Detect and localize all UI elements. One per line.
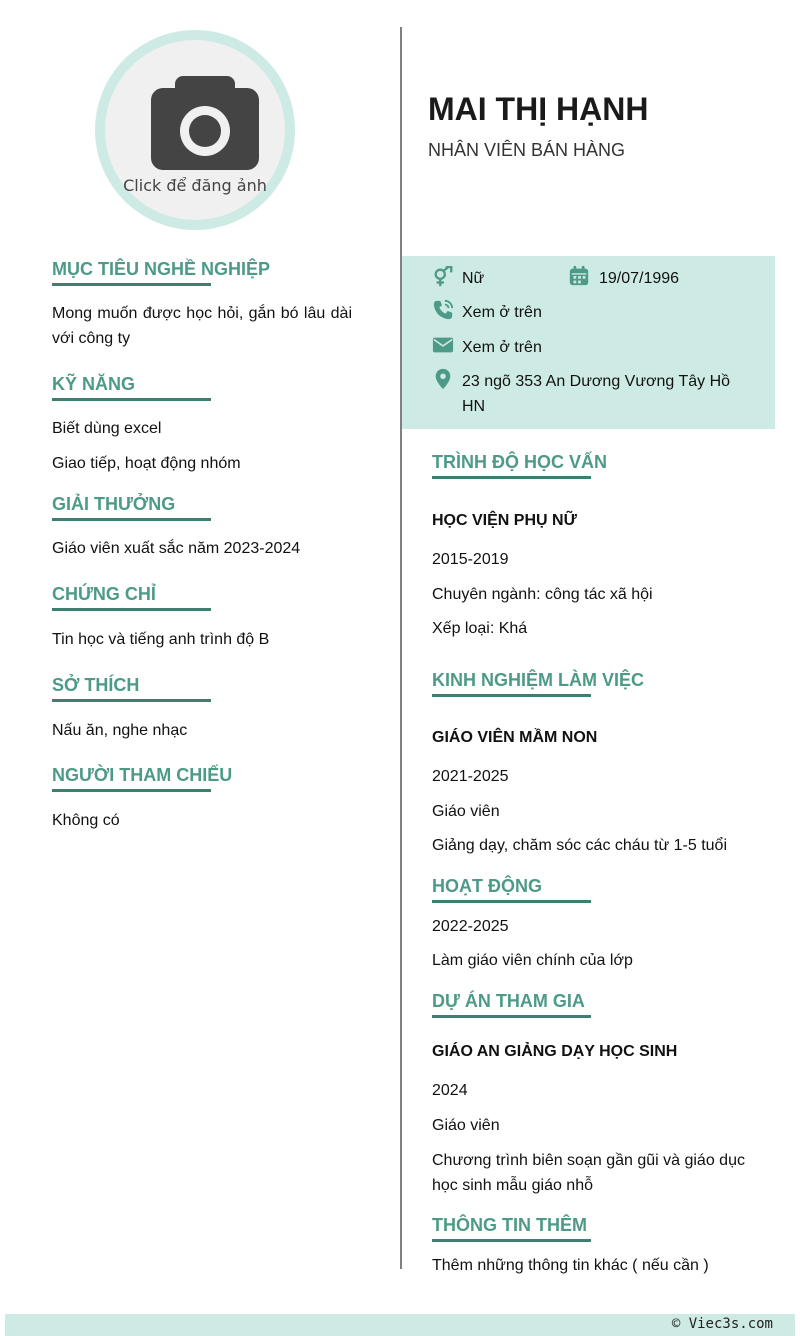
experience-role: Giáo viên	[432, 803, 500, 820]
experience-period: 2021-2025	[432, 768, 509, 785]
objective-underline	[52, 283, 211, 286]
education-school: HỌC VIỆN PHỤ NỮ	[432, 512, 577, 529]
certificates-title: CHỨNG CHỈ	[52, 584, 156, 604]
footer-bar	[5, 1314, 795, 1336]
contact-phone: Xem ở trên	[462, 304, 542, 321]
projects-underline	[432, 1015, 591, 1018]
contact-panel	[402, 256, 775, 429]
contact-gender: Nữ	[462, 270, 485, 287]
experience-title: KINH NGHIỆM LÀM VIỆC	[432, 670, 645, 690]
certificates-text: Tin học và tiếng anh trình độ B	[52, 631, 270, 648]
email-icon	[432, 334, 454, 356]
extra-underline	[432, 1239, 591, 1242]
references-title: NGƯỜI THAM CHIẾU	[52, 765, 233, 785]
extra-text: Thêm những thông tin khác ( nếu cần )	[432, 1257, 709, 1274]
skills-title: KỸ NĂNG	[52, 374, 136, 394]
references-underline	[52, 789, 211, 792]
location-icon	[432, 368, 454, 390]
experience-company: GIÁO VIÊN MẦM NON	[432, 729, 598, 746]
footer-credit: © Viec3s.com	[671, 1316, 773, 1332]
activities-desc: Làm giáo viên chính của lớp	[432, 952, 633, 969]
education-rank: Xếp loại: Khá	[432, 620, 528, 637]
avatar-placeholder	[105, 40, 285, 220]
contact-birthday: 19/07/1996	[599, 270, 680, 287]
extra-title: THÔNG TIN THÊM	[432, 1215, 587, 1235]
references-text: Không có	[52, 812, 120, 829]
activities-title: HOẠT ĐỘNG	[432, 876, 542, 896]
awards-title: GIẢI THƯỞNG	[52, 494, 176, 514]
column-divider	[400, 27, 402, 1269]
skill-item: Biết dùng excel	[52, 420, 162, 437]
contact-email: Xem ở trên	[462, 339, 542, 356]
activities-underline	[432, 900, 591, 903]
calendar-icon	[568, 265, 590, 287]
projects-title: DỰ ÁN THAM GIA	[432, 991, 585, 1011]
education-period: 2015-2019	[432, 551, 509, 568]
objective-title: MỤC TIÊU NGHỀ NGHIỆP	[52, 259, 271, 279]
avatar-upload-label: Click để đăng ảnh	[123, 176, 267, 195]
project-desc: Chương trình biên soạn gần gũi và giáo dục học sinh mẫu giáo nhỗ	[432, 1152, 745, 1194]
education-title: TRÌNH ĐỘ HỌC VẤN	[432, 452, 607, 472]
certificates-underline	[52, 608, 211, 611]
avatar-upload[interactable]	[95, 30, 295, 230]
candidate-position: NHÂN VIÊN BÁN HÀNG	[428, 140, 626, 160]
hobbies-underline	[52, 699, 211, 702]
experience-underline	[432, 694, 591, 697]
activities-period: 2022-2025	[432, 918, 509, 935]
awards-underline	[52, 518, 211, 521]
skills-underline	[52, 398, 211, 401]
objective-text: Mong muốn được học hỏi, gắn bó lâu dài với công ty	[52, 305, 352, 347]
project-name: GIÁO AN GIẢNG DẠY HỌC SINH	[432, 1043, 678, 1060]
education-underline	[432, 476, 591, 479]
candidate-name: MAI THỊ HẠNH	[428, 91, 649, 127]
skill-item: Giao tiếp, hoạt động nhóm	[52, 455, 241, 472]
experience-desc: Giảng dạy, chăm sóc các cháu từ 1-5 tuổi	[432, 837, 728, 854]
awards-text: Giáo viên xuất sắc năm 2023-2024	[52, 540, 301, 557]
phone-icon	[432, 299, 454, 321]
camera-icon	[151, 76, 259, 170]
hobbies-title: SỞ THÍCH	[52, 675, 140, 695]
project-year: 2024	[432, 1082, 468, 1099]
education-major: Chuyên ngành: công tác xã hội	[432, 586, 653, 603]
contact-address: 23 ngõ 353 An Dương Vương Tây Hồ HN	[462, 373, 731, 415]
hobbies-text: Nấu ăn, nghe nhạc	[52, 722, 188, 739]
project-role: Giáo viên	[432, 1117, 500, 1134]
gender-icon	[432, 266, 454, 288]
